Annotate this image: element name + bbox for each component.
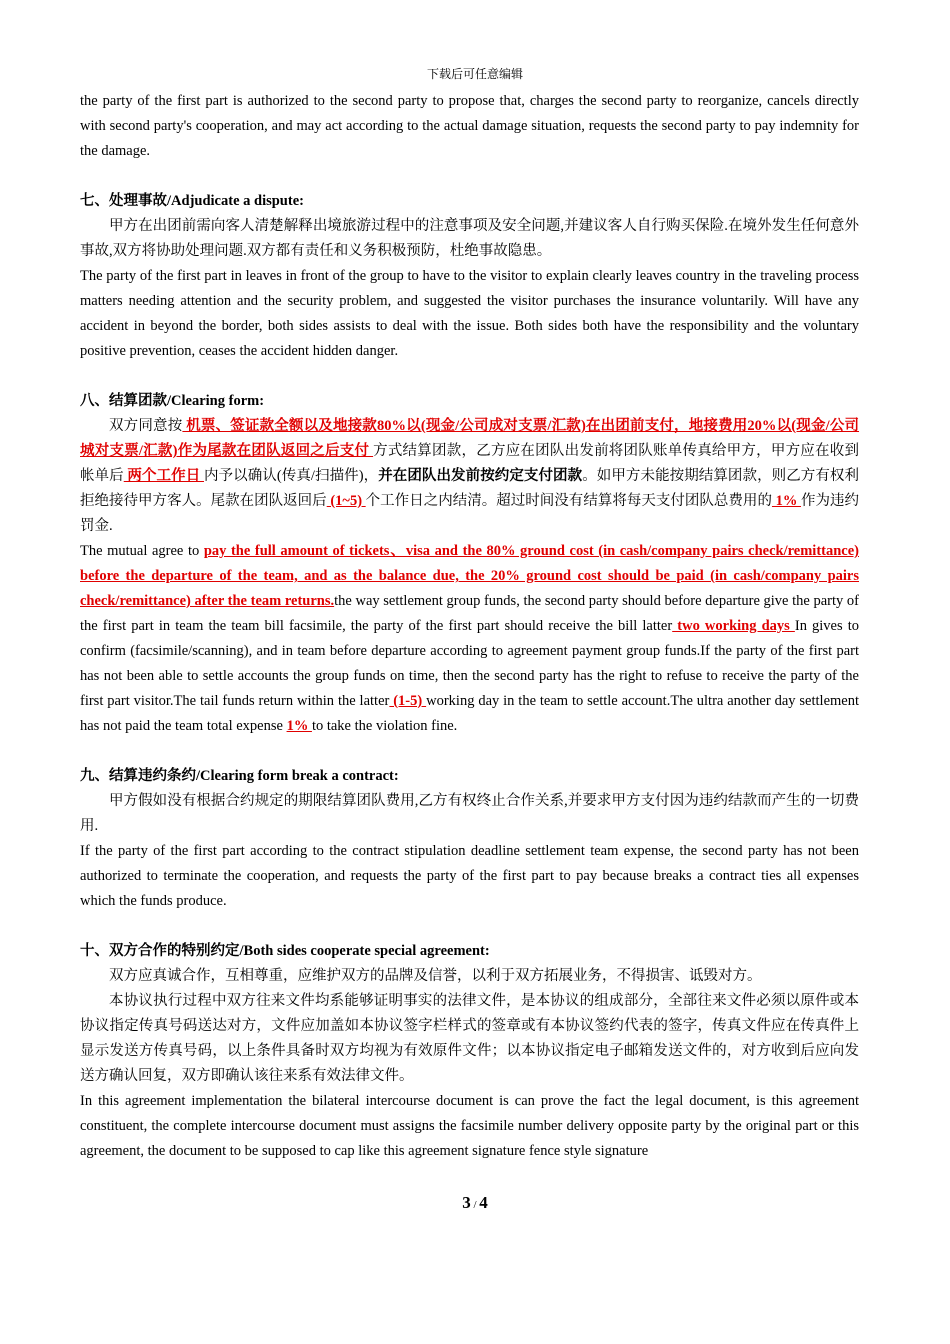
section-9-en: If the party of the first part according to the contract stipulation deadline settlement team expense, the second party has not been authorized to terminate the cooperation, and requests the party of the first part to pay because breaks a contract ties all expenses which the funds produce. xyxy=(80,843,859,909)
text: The mutual agree to xyxy=(80,543,204,559)
section-10-heading: 十、双方合作的特别约定/Both sides cooperate special agreement: xyxy=(80,943,490,959)
text: working day in the team to settle account.The ultra another day settlement has not paid the team total expense xyxy=(80,693,859,734)
text: 。如甲方未能按期结算团款，则乙方有权利拒绝接待甲方客人。尾款在团队返回后 xyxy=(80,468,860,509)
settle-days-highlight: (1~5) xyxy=(326,493,366,509)
text: to take the violation fine. xyxy=(311,718,458,734)
section-10-en: In this agreement implementation the bilateral intercourse document is can prove the fact the legal document, is this agreement constituent, the complete intercourse document must assigns the facsimile number delivery opposite party by the original part or this agreement, the document to be supposed to cap like this agreement signature fence style signature xyxy=(80,1093,859,1159)
section-7-en: The party of the first part in leaves in front of the group to have to the visitor to explain clearly leaves country in the traveling process matters needing attention and the security problem, and suggested the visitor purchases the insurance voluntarily. Will have any accident in beyond the border, both sides assists to deal with the issue. Both sides both have the responsibility and the voluntary positive prevention, ceases the accident hidden danger. xyxy=(80,268,859,359)
document-body xyxy=(80,89,859,1164)
section-8-cn xyxy=(80,414,859,539)
text: 作为违约罚金. xyxy=(80,493,860,534)
text: the way settlement group funds, the second party should before departure give the party of the first part in team the team bill facsimile, the party of the first part should receive the bill latter xyxy=(80,593,859,634)
settle-days-highlight: (1-5) xyxy=(389,693,427,709)
payment-terms-highlight: pay the full amount of tickets、visa and the 80% ground cost (in cash/company pairs check/remittance) before the departure of the team, and as the balance due, the 20% ground cost should be paid (in cash/company pairs check/remittance) after the team returns. xyxy=(80,543,859,609)
confirm-days-highlight: 两个工作日 xyxy=(123,468,204,484)
section-10-cn-1: 双方应真诚合作，互相尊重，应维护双方的品牌及信誉，以利于双方拓展业务，不得损害、诋毁对方。 xyxy=(109,968,762,984)
page-number xyxy=(0,1192,950,1216)
text: 双方同意按 xyxy=(109,418,183,434)
text: In gives to confirm (facsimile/scanning), and in team before departure according to agreement payment group funds.If the party of the first part has not been able to settle accounts the group funds on time, then the second party has the right to refuse to receive the party of the first part visitor.The tail funds return within the latter xyxy=(80,618,859,709)
penalty-rate-highlight: 1% xyxy=(771,493,801,509)
section-8-en xyxy=(80,539,859,739)
intro-paragraph: the party of the first part is authorized to the second party to propose that, charges the second party to reorganize, cancels directly with second party's cooperation, and may act according to the actual damage situation, requests the second party to pay indemnity for the damage. xyxy=(80,93,859,159)
confirm-days-highlight: two working days xyxy=(672,618,795,634)
section-7-cn: 甲方在出团前需向客人清楚解释出境旅游过程中的注意事项及安全问题,并建议客人自行购买保险.在境外发生任何意外事故,双方将协助处理问题.双方都有责任和义务积极预防，杜绝事故隐患。 xyxy=(80,218,859,259)
text: 方式结算团款，乙方应在团队出发前将团队账单传真给甲方，甲方应在收到帐单后 xyxy=(80,443,860,484)
current-page: 3 xyxy=(462,1193,471,1212)
section-9-heading: 九、结算违约条约/Clearing form break a contract: xyxy=(80,768,399,784)
text: 个工作日之内结清。超过时间没有结算将每天支付团队总费用的 xyxy=(365,493,772,509)
section-9-cn: 甲方假如没有根据合约规定的期限结算团队费用,乙方有权终止合作关系,并要求甲方支付因为违约结款而产生的一切费用. xyxy=(80,793,859,834)
bold-text: 并在团队出发前按约定支付团款 xyxy=(378,468,583,484)
payment-terms-highlight: 机票、签证款全额以及地接款80%以(现金/公司成对支票/汇款)在出团前支付，地接费用20%以(现金/公司城对支票/汇款)作为尾款在团队返回之后支付 xyxy=(80,418,860,459)
total-pages: 4 xyxy=(479,1193,488,1212)
section-8-heading: 八、结算团款/Clearing form: xyxy=(80,393,265,409)
penalty-rate-highlight: 1% xyxy=(286,718,312,734)
section-10-cn-2: 本协议执行过程中双方往来文件均系能够证明事实的法律文件，是本协议的组成部分，全部往来文件必须以原件或本协议指定传真号码送达对方，文件应加盖如本协议签字栏样式的签章或有本协议签约代表的签字，传真文件应在传真件上显示发送方传真号码，以上条件具备时双方均视为有效原件文件；以本协议指定电子邮箱发送文件的，对方收到后应向发送方确认回复，双方即确认该往来系有效法律文件。 xyxy=(80,993,859,1084)
text: 内予以确认(传真/扫描件)， xyxy=(203,468,379,484)
page-separator: / xyxy=(470,1199,480,1211)
section-7-heading: 七、处理事故/Adjudicate a dispute: xyxy=(80,193,304,209)
page-header: 下载后可任意编辑 xyxy=(426,67,523,81)
